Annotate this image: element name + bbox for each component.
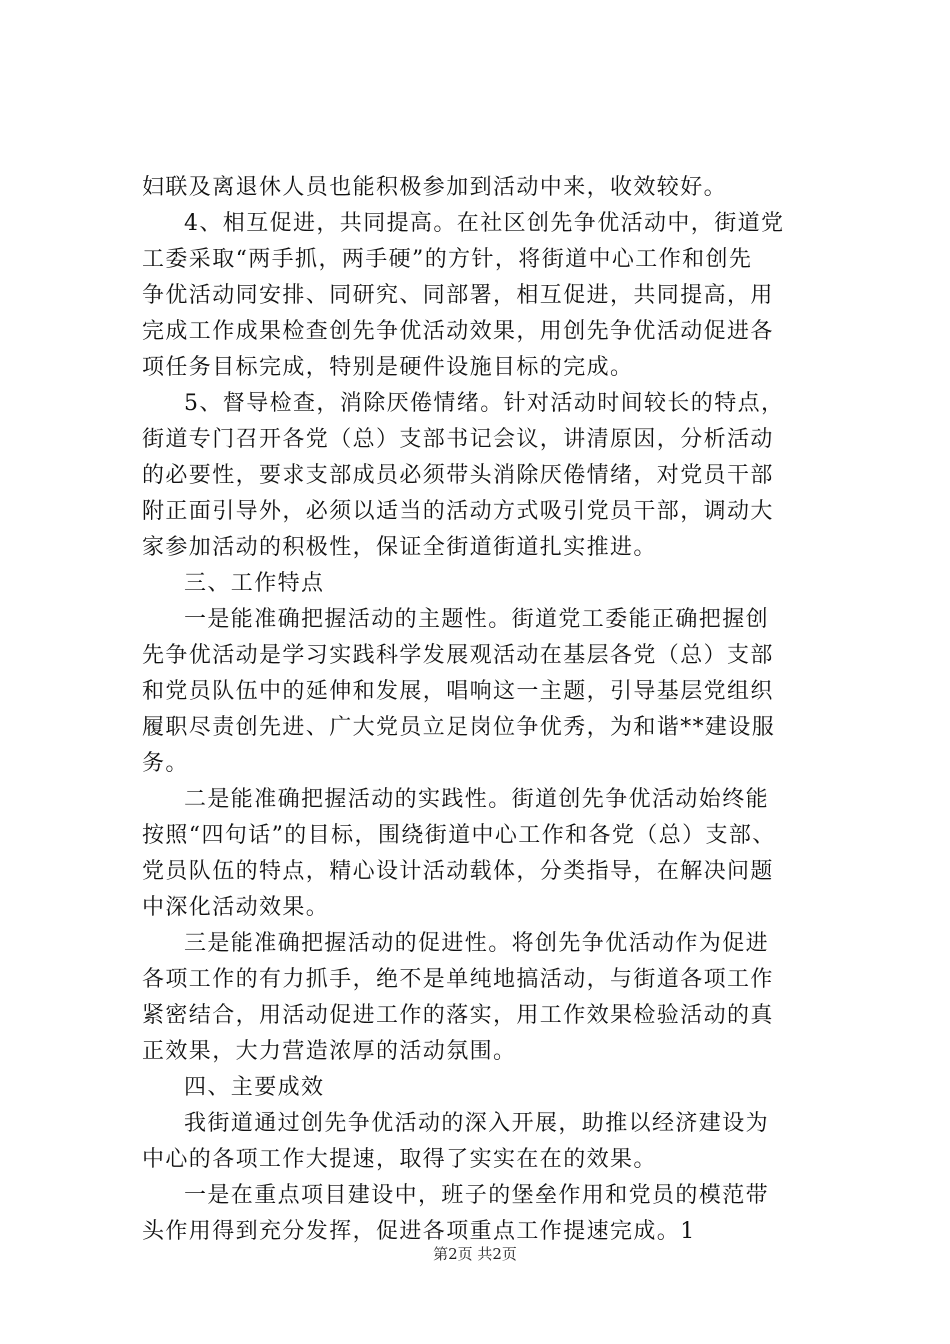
- text-line: 正效果，大力营造浓厚的活动氛围。: [142, 1039, 517, 1064]
- paragraph: [142, 1178, 842, 1250]
- text-line: 家参加活动的积极性，保证全街道街道扎实推进。: [142, 535, 657, 560]
- text-line: 项任务目标完成，特别是硬件设施目标的完成。: [142, 355, 634, 380]
- text-line: 二是能准确把握活动的实践性。街道创先争优活动始终能: [184, 787, 770, 812]
- text-line: 各项工作的有力抓手，绝不是单纯地搞活动，与街道各项工作: [142, 967, 774, 992]
- text-line: 紧密结合，用活动促进工作的落实，用工作效果检验活动的真: [142, 1003, 774, 1028]
- page-number: 第2页 共2页: [433, 1245, 517, 1263]
- text-line: 街道专门召开各党（总）支部书记会议，讲清原因，分析活动: [142, 427, 774, 452]
- paragraph: [142, 1106, 842, 1178]
- section-heading: [142, 566, 842, 602]
- text-line: 中心的各项工作大提速，取得了实实在在的效果。: [142, 1147, 657, 1172]
- paragraph: [142, 602, 842, 782]
- text-line: 党员队伍的特点，精心设计活动载体，分类指导，在解决问题: [142, 859, 774, 884]
- text-line: 三是能准确把握活动的促进性。将创先争优活动作为促进: [184, 931, 770, 956]
- page-footer: [0, 1244, 950, 1264]
- text-line: 一是能准确把握活动的主题性。街道党工委能正确把握创: [184, 607, 770, 632]
- paragraph: [142, 782, 842, 926]
- text-line: 的必要性，要求支部成员必须带头消除厌倦情绪，对党员干部: [142, 463, 774, 488]
- heading-text: 四、主要成效: [184, 1075, 325, 1100]
- text-line: 按照“四句话”的目标，围绕街道中心工作和各党（总）支部、: [142, 823, 776, 848]
- paragraph: [142, 206, 842, 386]
- text-line: 附正面引导外，必须以适当的活动方式吸引党员干部，调动大: [142, 499, 774, 524]
- section-heading: [142, 1070, 842, 1106]
- text-line: 一是在重点项目建设中，班子的堡垒作用和党员的模范带: [184, 1183, 770, 1208]
- paragraph: [142, 170, 842, 206]
- text-line: 中深化活动效果。: [142, 895, 330, 920]
- text-line: 履职尽责创先进、广大党员立足岗位争优秀，为和谐**建设服: [142, 715, 776, 740]
- text-line: 妇联及离退休人员也能积极参加到活动中来，收效较好。: [142, 175, 728, 200]
- text-line: 完成工作成果检查创先争优活动效果，用创先争优活动促进各: [142, 319, 774, 344]
- text-line: 先争优活动是学习实践科学发展观活动在基层各党（总）支部: [142, 643, 774, 668]
- text-line: 头作用得到充分发挥，促进各项重点工作提速完成。1: [142, 1219, 696, 1244]
- paragraph: [142, 386, 842, 566]
- heading-text: 三、工作特点: [184, 571, 325, 596]
- text-line: 我街道通过创先争优活动的深入开展，助推以经济建设为: [184, 1111, 770, 1136]
- text-line: 务。: [142, 751, 189, 776]
- text-line: 和党员队伍中的延伸和发展，唱响这一主题，引导基层党组织: [142, 679, 774, 704]
- text-line: 争优活动同安排、同研究、同部署，相互促进，共同提高，用: [142, 283, 774, 308]
- text-line: 5、督导检查，消除厌倦情绪。针对活动时间较长的特点，: [184, 391, 785, 416]
- paragraph: [142, 926, 842, 1070]
- text-line: 工委采取“两手抓，两手硬”的方针，将街道中心工作和创先: [142, 247, 753, 272]
- text-line: 4、相互促进，共同提高。在社区创先争优活动中，街道党: [184, 211, 785, 236]
- document-body: [142, 170, 842, 1250]
